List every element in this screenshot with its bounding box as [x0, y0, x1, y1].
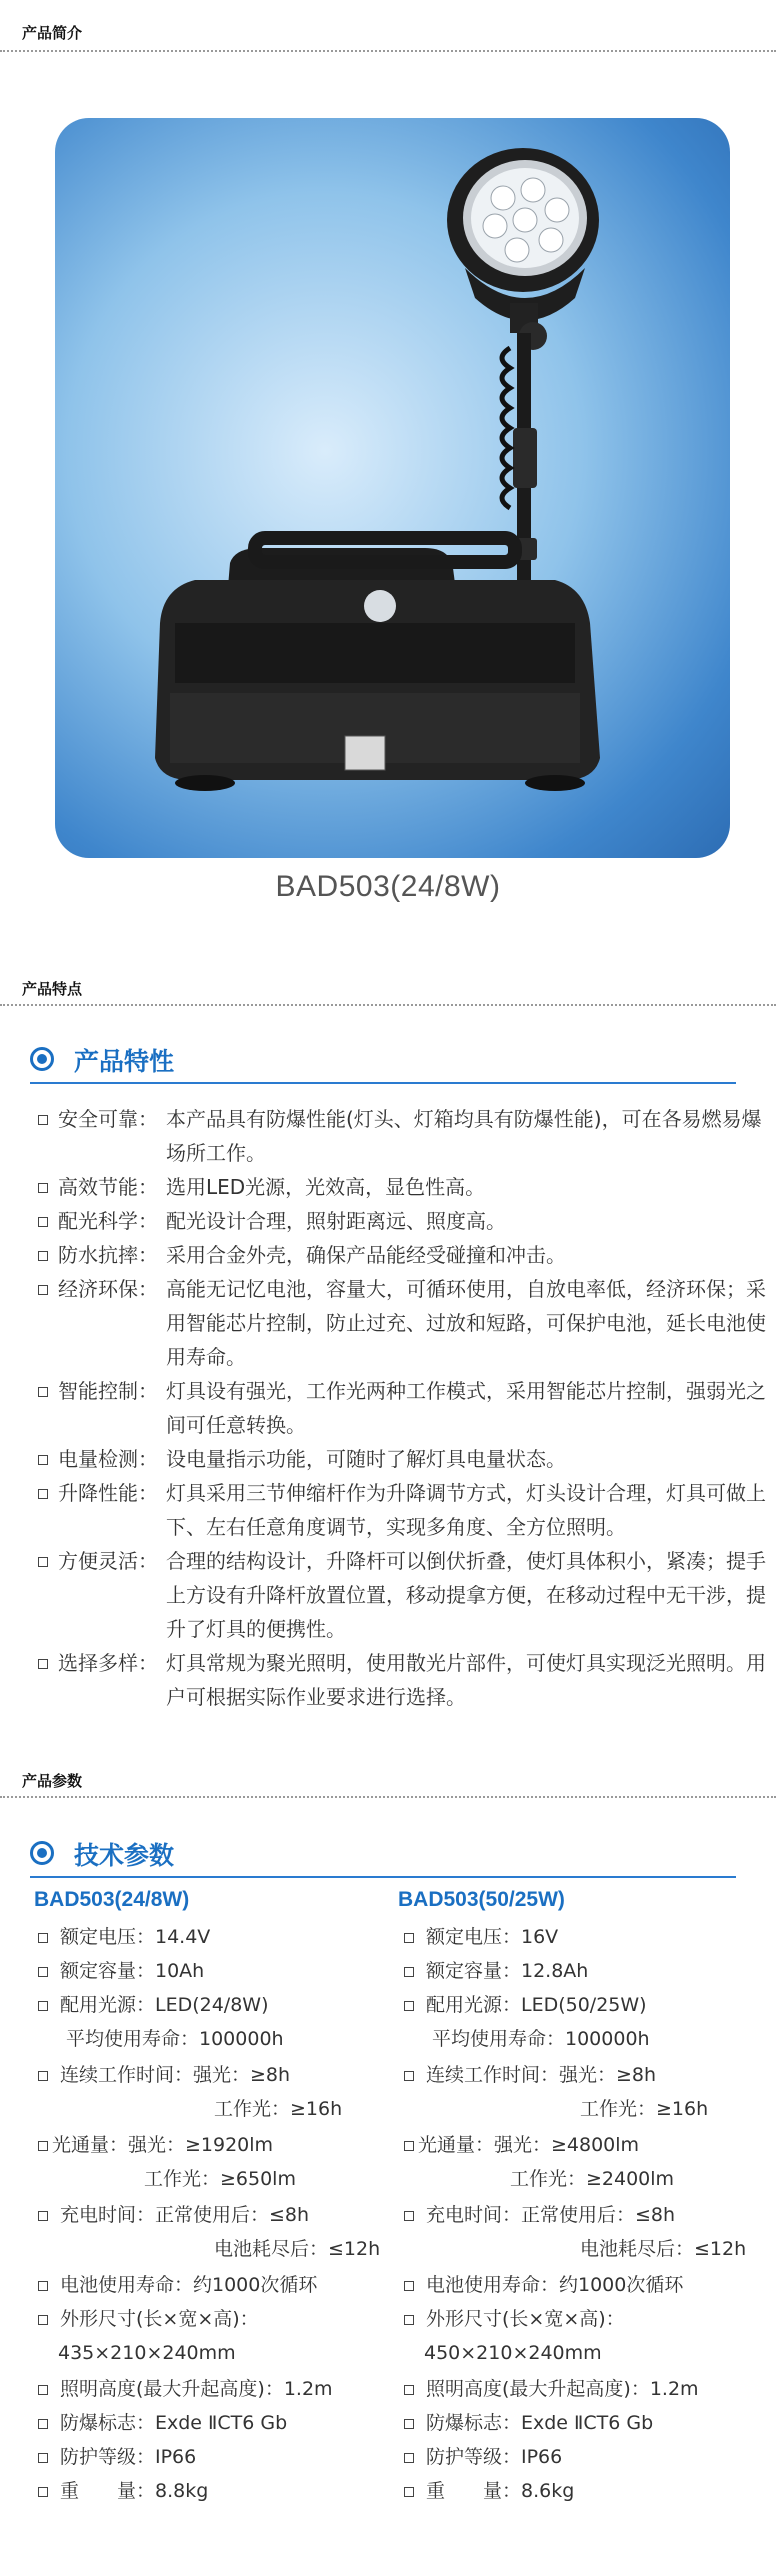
square-bullet-icon: [38, 2211, 48, 2221]
bullseye-icon: [30, 1841, 54, 1865]
square-bullet-icon: [38, 2281, 48, 2291]
feature-text: 灯具设有强光，工作光两种工作模式，采用智能芯片控制，强弱光之间可任意转换。: [166, 1379, 766, 1437]
square-bullet-icon: [38, 2487, 48, 2497]
square-bullet-icon: [38, 1217, 48, 1227]
params-heading-text: 技术参数: [74, 1841, 175, 1870]
square-bullet-icon: [404, 2211, 414, 2221]
feature-key: 安全可靠：: [58, 1107, 158, 1131]
square-bullet-icon: [404, 2315, 414, 2325]
divider: [0, 50, 776, 52]
divider: [0, 1796, 776, 1798]
square-bullet-icon: [38, 1251, 48, 1261]
section-header-intro: [0, 0, 776, 60]
spec-row-continued: 工作光：≥16h: [214, 2098, 343, 2120]
features-heading-text: 产品特性: [74, 1047, 175, 1076]
feature-text: 灯具常规为聚光照明，使用散光片部件，可使灯具实现泛光照明。用户可根据实际作业要求进行选择。: [166, 1651, 766, 1709]
square-bullet-icon: [38, 2385, 48, 2395]
divider: [0, 1004, 776, 1006]
square-bullet-icon: [38, 1183, 48, 1193]
feature-text: 配光设计合理，照射距离远、照度高。: [166, 1209, 506, 1233]
spec-row-continued: 电池耗尽后：≤12h: [214, 2238, 381, 2260]
square-bullet-icon: [38, 2453, 48, 2463]
spec-row-continued: 平均使用寿命：100000h: [432, 2028, 650, 2050]
feature-key: 高效节能：: [58, 1175, 158, 1199]
spec-row-continued: 工作光：≥16h: [580, 2098, 709, 2120]
feature-key: 智能控制：: [58, 1379, 158, 1403]
features-heading: [30, 1042, 174, 1078]
square-bullet-icon: [38, 2001, 48, 2011]
spec-row-continued: 工作光：≥2400lm: [510, 2168, 675, 2190]
bullseye-icon: [30, 1047, 54, 1071]
spec-row-continued: 平均使用寿命：100000h: [66, 2028, 284, 2050]
square-bullet-icon: [38, 1387, 48, 1397]
model-name: BAD503(50/25W): [398, 1888, 565, 1911]
feature-key: 防水抗摔：: [58, 1243, 158, 1267]
feature-text: 选用LED光源，光效高，显色性高。: [166, 1175, 486, 1199]
feature-text: 设电量指示功能，可随时了解灯具电量状态。: [166, 1447, 566, 1471]
heading-underline: [30, 1876, 736, 1878]
spec-row-continued: 工作光：≥650lm: [144, 2168, 296, 2190]
feature-text: 采用合金外壳，确保产品能经受碰撞和冲击。: [166, 1243, 566, 1267]
square-bullet-icon: [38, 1455, 48, 1465]
square-bullet-icon: [404, 2385, 414, 2395]
square-bullet-icon: [404, 2001, 414, 2011]
section-title: 产品参数: [22, 1772, 83, 1790]
lamp-head: [447, 148, 599, 321]
square-bullet-icon: [404, 1967, 414, 1977]
spec-row-continued: 435×210×240mm: [58, 2342, 236, 2364]
model-name: BAD503(24/8W): [34, 1888, 190, 1911]
section-title: 产品简介: [22, 24, 83, 42]
product-photo: [55, 118, 730, 858]
square-bullet-icon: [38, 1967, 48, 1977]
params-heading: [30, 1836, 174, 1872]
feature-key: 方便灵活：: [58, 1549, 158, 1573]
square-bullet-icon: [38, 1659, 48, 1669]
square-bullet-icon: [38, 2141, 48, 2151]
feature-key: 电量检测：: [58, 1447, 158, 1471]
square-bullet-icon: [38, 1115, 48, 1125]
feature-key: 选择多样：: [58, 1651, 158, 1675]
feature-text: 灯具采用三节伸缩杆作为升降调节方式，灯头设计合理，灯具可做上下、左右任意角度调节，实现多角度、全方位照明。: [166, 1481, 766, 1539]
square-bullet-icon: [38, 1933, 48, 1943]
battery-box: [155, 538, 600, 791]
product-caption: BAD503(24/8W): [275, 870, 501, 903]
square-bullet-icon: [38, 1285, 48, 1295]
square-bullet-icon: [38, 1557, 48, 1567]
square-bullet-icon: [38, 2071, 48, 2081]
square-bullet-icon: [404, 2281, 414, 2291]
spec-row-continued: 电池耗尽后：≤12h: [580, 2238, 747, 2260]
heading-underline: [30, 1082, 736, 1084]
square-bullet-icon: [404, 2141, 414, 2151]
square-bullet-icon: [404, 2453, 414, 2463]
square-bullet-icon: [404, 2071, 414, 2081]
square-bullet-icon: [38, 2315, 48, 2325]
feature-text: 高能无记忆电池，容量大，可循环使用，自放电率低，经济环保；采用智能芯片控制，防止过充、过放和短路，可保护电池，延长电池使用寿命。: [166, 1277, 766, 1369]
square-bullet-icon: [404, 2419, 414, 2429]
spec-row-continued: 450×210×240mm: [424, 2342, 602, 2364]
square-bullet-icon: [38, 1489, 48, 1499]
portable-lamp-illustration: [55, 118, 730, 858]
feature-text: 合理的结构设计，升降杆可以倒伏折叠，使灯具体积小，紧凑；提手上方设有升降杆放置位置，移动提拿方便，在移动过程中无干涉，提升了灯具的便携性。: [166, 1549, 766, 1641]
feature-key: 升降性能：: [58, 1481, 158, 1505]
feature-key: 经济环保：: [58, 1277, 158, 1301]
section-title: 产品特点: [22, 980, 83, 998]
feature-text: 本产品具有防爆性能(灯头、灯箱均具有防爆性能)，可在各易燃易爆场所工作。: [166, 1107, 762, 1165]
square-bullet-icon: [38, 2419, 48, 2429]
section-header-params: [0, 1760, 776, 1820]
feature-key: 配光科学：: [58, 1209, 158, 1233]
section-header-features: [0, 970, 776, 1030]
square-bullet-icon: [404, 1933, 414, 1943]
square-bullet-icon: [404, 2487, 414, 2497]
